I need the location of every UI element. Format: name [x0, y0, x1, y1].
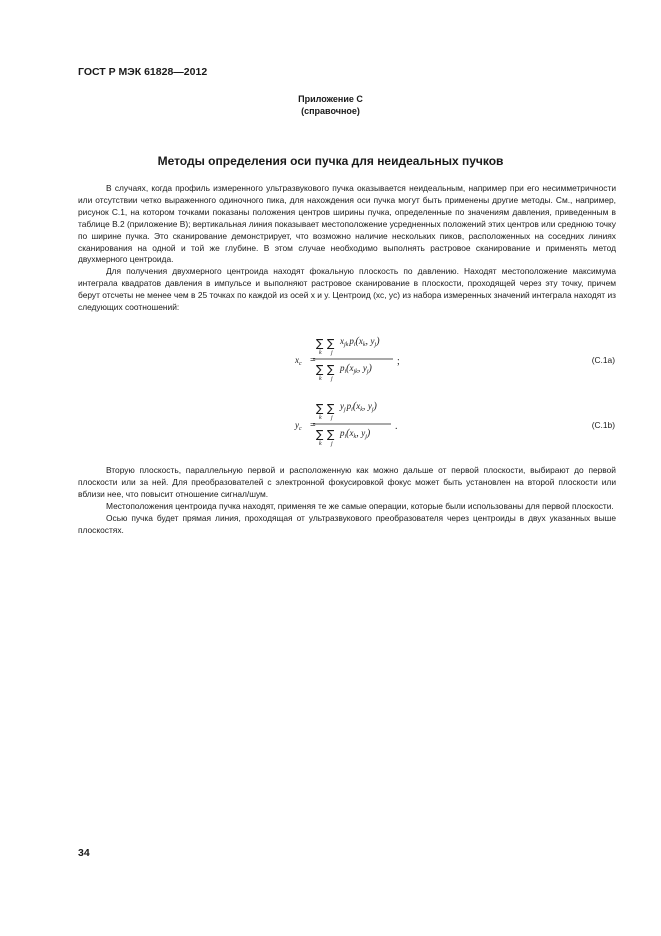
- sum-symbol: ∑: [327, 363, 335, 376]
- formula-terminator: ;: [397, 356, 400, 367]
- sum-index: k: [319, 350, 322, 356]
- denominator-expression: $p_i(x_{jk}$, $y_j$): [340, 363, 372, 375]
- denominator-expression: $p_i(x_k$, $y_j$): [340, 428, 371, 440]
- sum-index: j: [331, 376, 333, 382]
- sum-symbol: ∑: [327, 428, 335, 441]
- sum-symbol: ∑: [316, 402, 324, 415]
- formula-lhs: $x_c$: [295, 355, 302, 367]
- formula-c1a: [0, 333, 661, 393]
- formula-c1b: [0, 398, 661, 458]
- intro-text: [78, 183, 616, 314]
- paragraph: Местоположения центроида пучка находят, применяя те же самые операции, которые были использованы для первой плоскости.: [106, 500, 614, 511]
- formula-lhs: $y_c$: [295, 420, 302, 432]
- sum-index: j: [331, 441, 333, 447]
- equals-sign: =: [310, 420, 316, 431]
- sum-symbol: ∑: [327, 402, 335, 415]
- formula-number: (С.1b): [591, 420, 615, 430]
- appendix-note: (справочное): [301, 106, 360, 116]
- sum-index: j: [331, 350, 333, 356]
- sum-symbol: ∑: [316, 428, 324, 441]
- formula-terminator: .: [395, 421, 398, 432]
- formula-c1b-expression: [285, 398, 435, 458]
- paragraph: Для получения двухмерного центроида находят фокальную плоскость по давлению. Находят местоположение максимума интеграла квадратов давления в импульсе и выполняют растровое сканирование в плоскости, проходящей через эту точку, причем берут отсчеты не менее чем в 25 точках по каждой из осей x и y. Центроид (xc, yc) из набора измеренных значений интеграла находят из следующих соотношений:: [78, 266, 616, 313]
- paragraph: В случаях, когда профиль измеренного ультразвукового пучка оказывается неидеальным, например при его несимметричности или отсутствии четко выраженного одиночного пика, для нахождения оси пучка могут быть применены другие методы. См., например, рисунок С.1, на котором точками показаны положения центров ширины пучка, определенные по значениям давления, приведенным в таблице В.2 (приложение В); вертикальная линия показывает местоположение усредненных положений этих центров или среднюю точку по ширине пучка. Это сканирование демонстрирует, что возможно наличие нескольких пиков, расположенных на соседних линиях сканирования на одной и той же глубине. В этом случае необходимо выполнять растровое сканирование и применять метод двухмерного центроида.: [78, 183, 616, 265]
- sum-index: k: [319, 441, 322, 447]
- section-title: Методы определения оси пучка для неидеальных пучков: [157, 154, 504, 168]
- sum-symbol: ∑: [316, 337, 324, 350]
- numerator-expression: $y_jp_i(x_k$, $y_j$): [340, 401, 377, 413]
- formula-number: (С.1а): [591, 355, 615, 365]
- page-number: 34: [78, 847, 90, 859]
- sum-index: k: [319, 376, 322, 382]
- conclusion-text: [78, 465, 616, 536]
- formula-c1a-expression: [285, 333, 435, 393]
- paragraph: Осью пучка будет прямая линия, проходящая от ультразвукового преобразователя через центроиды в двух указанных выше плоскостях.: [78, 512, 616, 535]
- appendix-heading: [0, 93, 661, 117]
- document-header: ГОСТ Р МЭК 61828—2012: [78, 66, 208, 78]
- sum-symbol: ∑: [316, 363, 324, 376]
- sum-index: j: [331, 415, 333, 421]
- appendix-label: Приложение С: [298, 94, 363, 104]
- equals-sign: =: [310, 355, 316, 366]
- paragraph: Вторую плоскость, параллельную первой и расположенную как можно дальше от первой плоскости, выбирают до первой плоскости или за ней. Для преобразователей с электронной фокусировкой фокус может быть установлен на второй плоскости или вблизи нее, что повысит отношение сигнал/шум.: [78, 465, 616, 499]
- sum-symbol: ∑: [327, 337, 335, 350]
- sum-index: k: [319, 415, 322, 421]
- numerator-expression: $x_{jk}p_i(x_k$, $y_j$): [340, 336, 380, 348]
